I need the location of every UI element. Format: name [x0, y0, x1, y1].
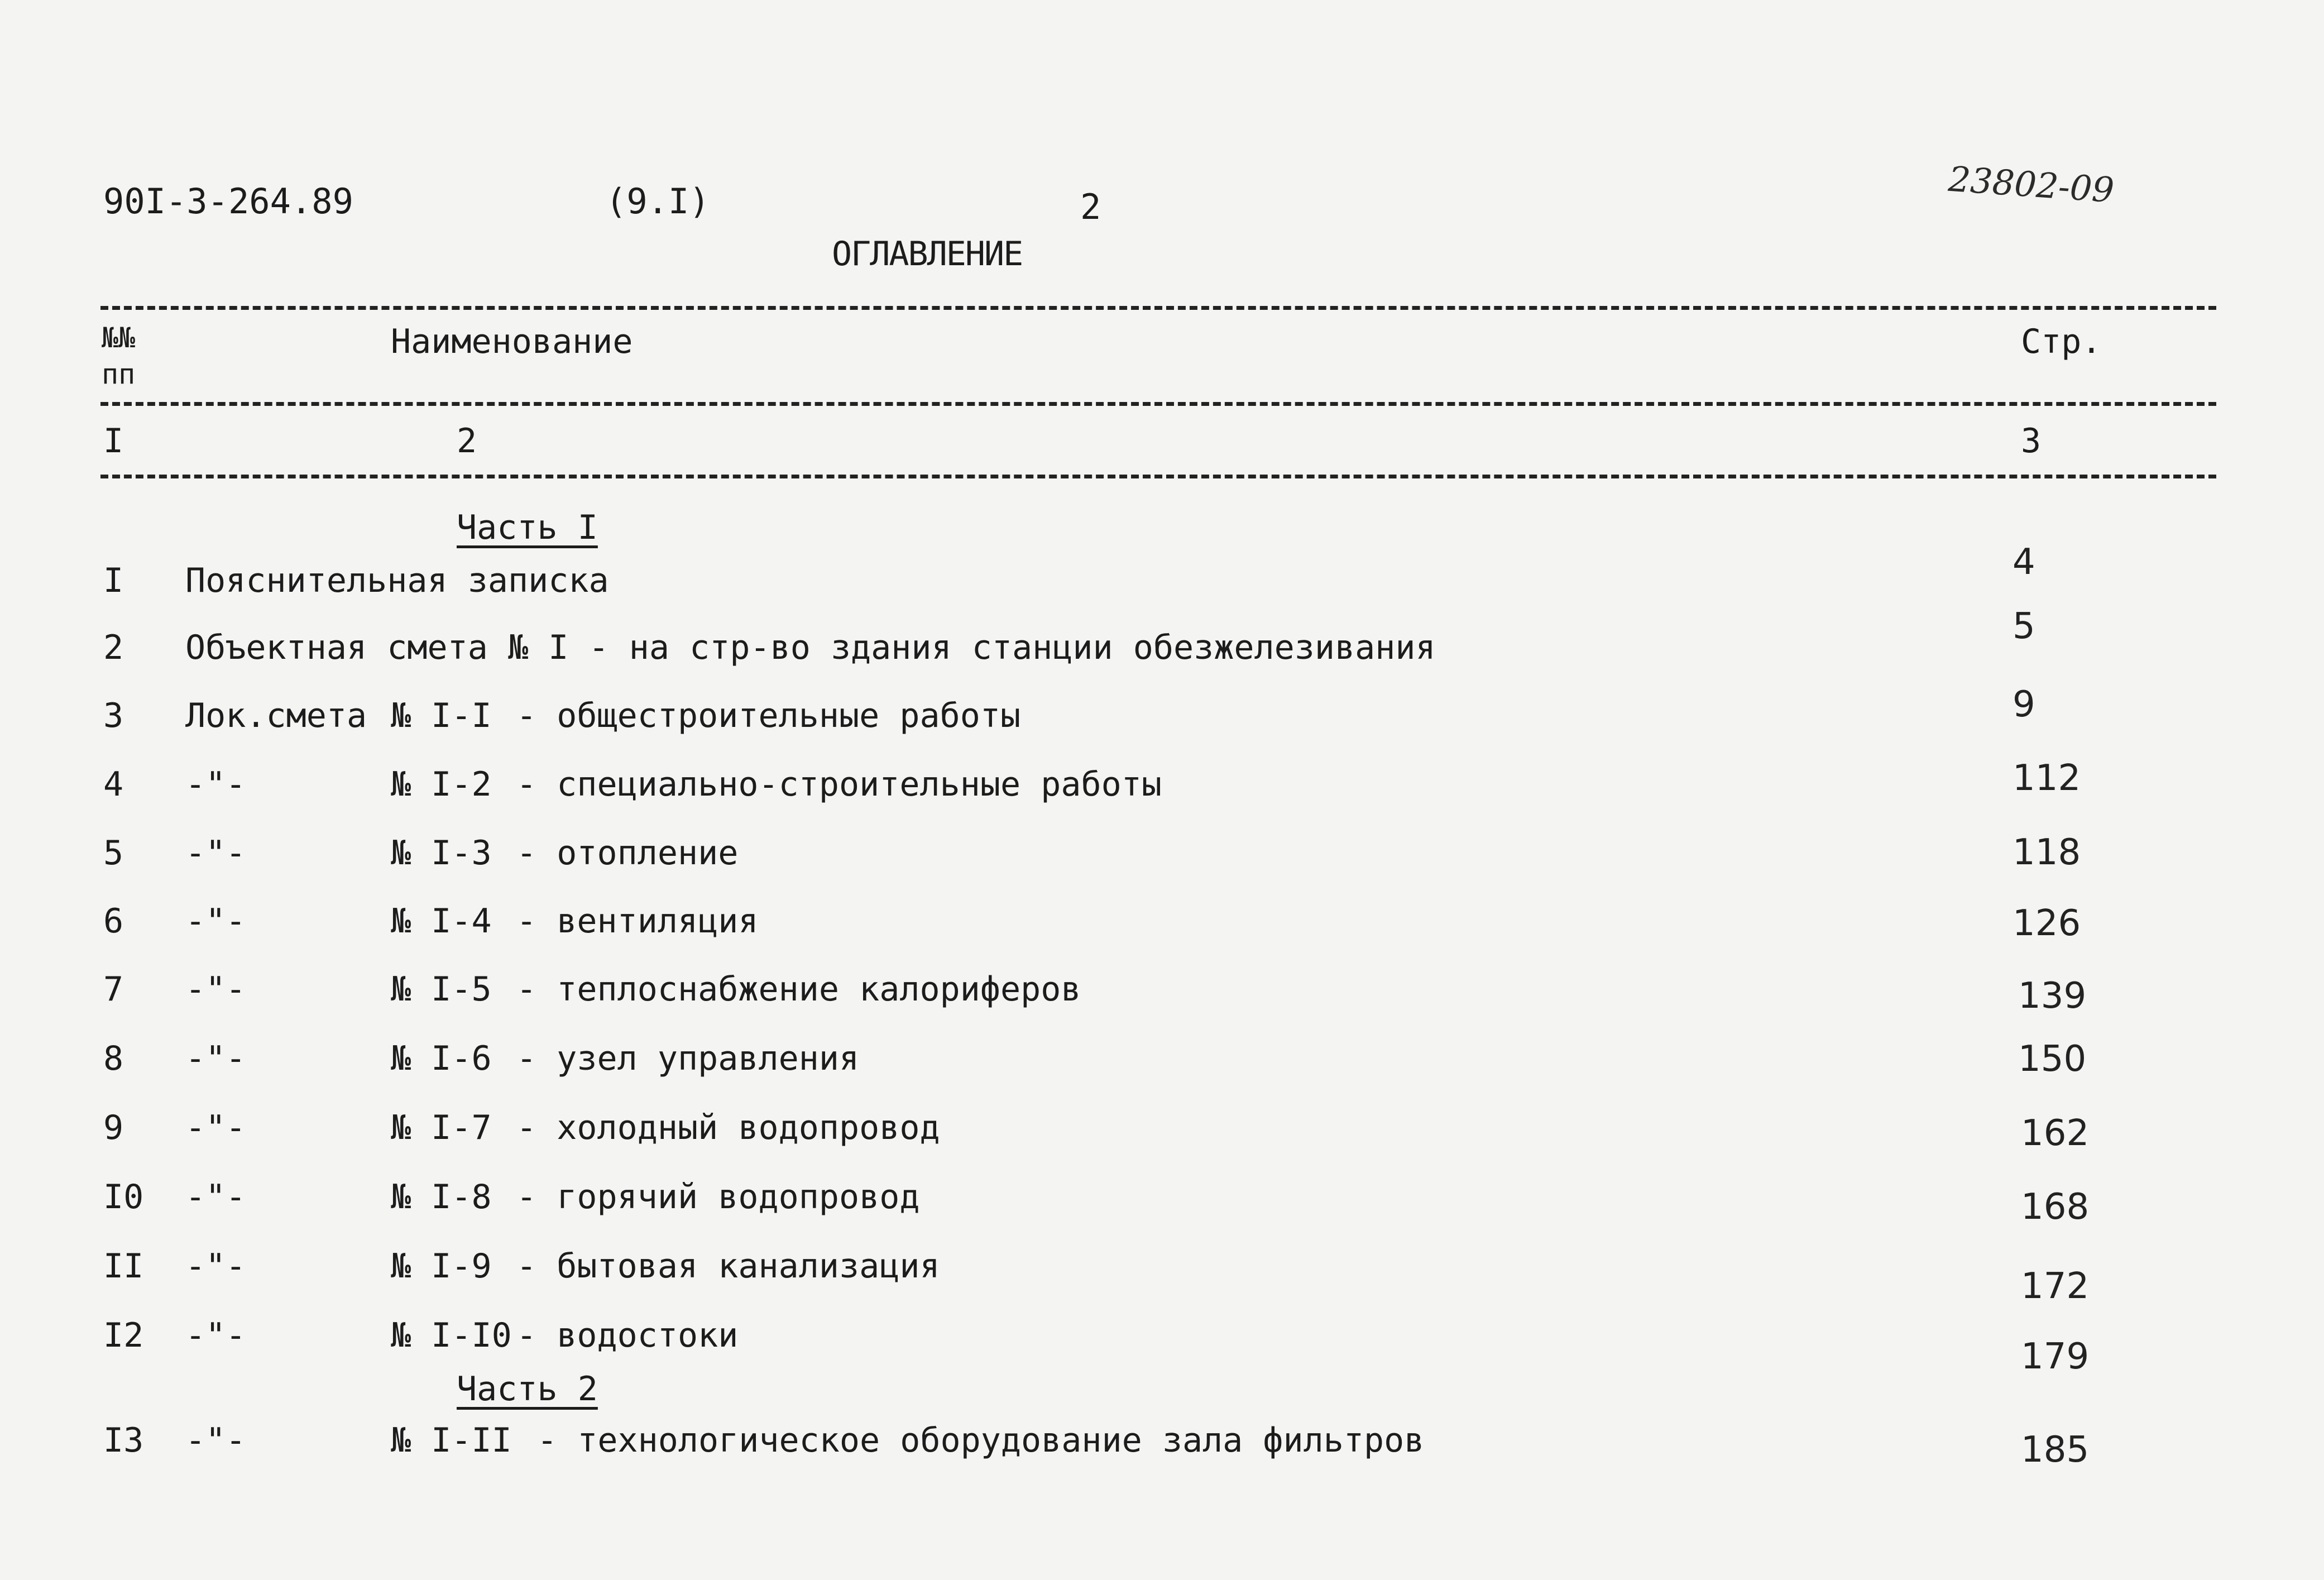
page-number: 2 [1080, 186, 1101, 227]
divider-bottom [100, 475, 2216, 478]
row-page: 118 [2012, 832, 2081, 873]
row-title: - горячий водопровод [516, 1177, 920, 1217]
row-ref: № I-8 [391, 1177, 492, 1217]
page-title: ОГЛАВЛЕНИЕ [832, 234, 1023, 274]
col-index-3: 3 [2021, 422, 2042, 461]
row-ref: № I-I [391, 696, 492, 735]
row-ref: № I-I0 [391, 1316, 512, 1355]
row-page: 139 [2018, 975, 2087, 1017]
row-prefix: Лок.смета [185, 696, 367, 735]
row-ref: № I-9 [391, 1247, 492, 1286]
row-number: 7 [103, 970, 124, 1009]
col-index-2: 2 [457, 422, 477, 461]
section-heading-part1: Часть I [457, 508, 598, 547]
row-number: 8 [103, 1039, 124, 1078]
row-prefix: -"- [185, 1316, 246, 1355]
section-heading-part2: Часть 2 [457, 1370, 598, 1409]
row-number: 3 [103, 696, 124, 735]
row-title: Объектная смета № I - на стр-во здания станции обезжелезивания [185, 628, 1436, 667]
row-number: II [103, 1247, 144, 1286]
row-ref: № I-II [391, 1421, 512, 1460]
row-prefix: -"- [185, 1247, 246, 1286]
row-page: 112 [2012, 758, 2081, 799]
col-num-label-1: №№ [102, 322, 136, 354]
row-number: 4 [103, 765, 124, 804]
row-ref: № I-3 [391, 834, 492, 873]
row-title: - вентиляция [516, 902, 759, 941]
row-title: - водостоки [516, 1316, 739, 1355]
row-page: 150 [2018, 1038, 2087, 1080]
divider-mid [100, 402, 2216, 406]
col-page-label: Стр. [2021, 322, 2102, 361]
row-number: 2 [103, 628, 124, 667]
row-ref: № I-4 [391, 902, 492, 941]
document-code: 90I-3-264.89 [103, 181, 353, 222]
row-prefix: -"- [185, 765, 246, 804]
row-title: Пояснительная записка [185, 561, 609, 600]
col-num-label-2: пп [102, 358, 136, 390]
row-number: I2 [103, 1316, 144, 1355]
row-title: - общестроительные работы [516, 696, 1021, 735]
row-page: 179 [2021, 1336, 2090, 1377]
col-index-1: I [103, 422, 124, 461]
row-title: - специально-строительные работы [516, 765, 1162, 804]
row-page: 5 [2012, 606, 2035, 647]
row-number: 9 [103, 1108, 124, 1147]
row-number: I3 [103, 1421, 144, 1460]
row-title: - бытовая канализация [516, 1247, 940, 1286]
row-ref: № I-5 [391, 970, 492, 1009]
row-page: 168 [2021, 1186, 2090, 1228]
row-title: - холодный водопровод [516, 1108, 940, 1147]
row-number: 6 [103, 902, 124, 941]
row-prefix: -"- [185, 1039, 246, 1078]
row-title: - технологическое оборудование зала фильтров [537, 1421, 1425, 1460]
row-prefix: -"- [185, 970, 246, 1009]
row-page: 172 [2021, 1266, 2090, 1307]
row-number: 5 [103, 834, 124, 873]
row-page: 4 [2012, 542, 2035, 583]
row-prefix: -"- [185, 902, 246, 941]
row-prefix: -"- [185, 834, 246, 873]
row-ref: № I-2 [391, 765, 492, 804]
row-page: 162 [2021, 1113, 2090, 1154]
handwritten-number: 23802-09 [1947, 158, 2116, 211]
part-code: (9.I) [606, 181, 710, 222]
row-page: 126 [2012, 903, 2081, 944]
row-prefix: -"- [185, 1177, 246, 1217]
row-prefix: -"- [185, 1421, 246, 1460]
row-number: I [103, 561, 124, 600]
col-name-label: Наименование [391, 322, 633, 361]
row-ref: № I-7 [391, 1108, 492, 1147]
divider-top [100, 306, 2216, 310]
row-page: 185 [2021, 1429, 2090, 1471]
row-page: 9 [2012, 684, 2035, 725]
row-title: - теплоснабжение калориферов [516, 970, 1081, 1009]
row-number: I0 [103, 1177, 144, 1217]
row-ref: № I-6 [391, 1039, 492, 1078]
row-title: - узел управления [516, 1039, 860, 1078]
row-title: - отопление [516, 834, 739, 873]
row-prefix: -"- [185, 1108, 246, 1147]
